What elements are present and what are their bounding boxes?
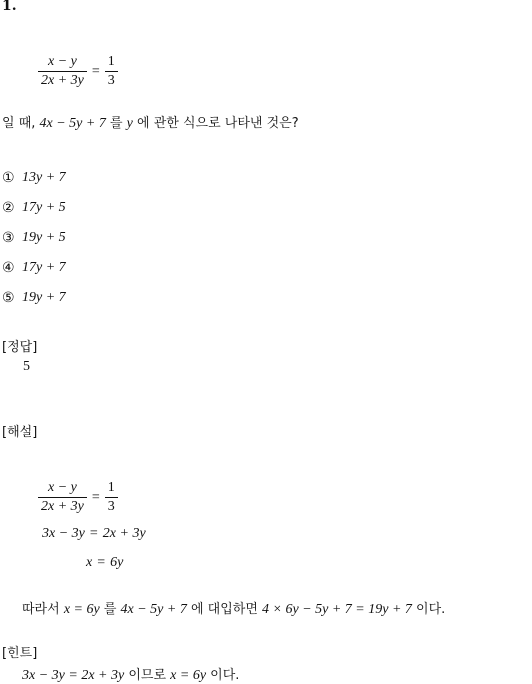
choice-mark: ④ — [2, 260, 15, 276]
choice-expression: 17y + 7 — [22, 260, 66, 275]
step2-rhs: 2x + 3y — [102, 526, 146, 541]
equals-sign: = — [91, 489, 100, 505]
choice-expression: 13y + 7 — [22, 170, 66, 185]
equals-sign: = — [97, 555, 106, 570]
choice-mark: ③ — [2, 230, 15, 246]
choice-mark: ② — [2, 200, 15, 216]
step3-rhs: 6y — [110, 555, 124, 570]
given-equation — [38, 54, 118, 89]
prompt-text: 일 때, — [2, 116, 40, 131]
choice-expression: 17y + 5 — [22, 200, 66, 215]
answer-value: 5 — [23, 359, 30, 374]
hint-connector: 이다. — [206, 668, 240, 683]
explanation-label: [해설] — [2, 425, 38, 440]
choice-2[interactable] — [2, 200, 66, 216]
step1-rhs-numerator: 1 — [107, 480, 115, 495]
equals-sign: = — [91, 63, 100, 79]
conclusion-text: 이다. — [411, 602, 446, 617]
choice-4[interactable] — [2, 260, 66, 276]
question-number: 1. — [2, 0, 17, 14]
explanation-step-3 — [86, 555, 123, 571]
choice-mark: ① — [2, 170, 15, 186]
explanation-conclusion — [22, 598, 445, 618]
prompt-variable: y — [126, 116, 133, 131]
step3-lhs: x — [86, 555, 93, 570]
explanation-step-1 — [38, 480, 118, 515]
step1-rhs-fraction — [105, 480, 118, 515]
conclusion-expression: x = 6y — [63, 602, 100, 617]
choice-expression: 19y + 7 — [22, 290, 66, 305]
step2-lhs: 3x − 3y — [42, 526, 85, 541]
hint-expression: 3x − 3y = 2x + 3y — [22, 668, 125, 683]
conclusion-expression: 4 × 6y − 5y + 7 = 19y + 7 — [262, 602, 412, 617]
prompt-text: 를 — [105, 116, 127, 131]
equals-sign: = — [89, 526, 98, 541]
answer-label: [정답] — [2, 340, 38, 355]
given-denominator: 2x + 3y — [38, 71, 87, 89]
rhs-fraction — [105, 54, 118, 89]
given-fraction — [38, 54, 87, 89]
hint-text — [22, 664, 239, 684]
choice-5[interactable] — [2, 290, 66, 306]
conclusion-expression: 4x − 5y + 7 — [120, 602, 187, 617]
choice-expression: 19y + 5 — [22, 230, 66, 245]
conclusion-text: 에 대입하면 — [186, 602, 263, 617]
rhs-denominator: 3 — [105, 71, 118, 89]
conclusion-text: 따라서 — [22, 602, 64, 617]
choice-3[interactable] — [2, 230, 66, 246]
step1-numerator: x − y — [48, 480, 77, 495]
rhs-numerator: 1 — [107, 54, 115, 69]
hint-expression: x = 6y — [170, 668, 207, 683]
step1-fraction — [38, 480, 87, 515]
hint-label: [힌트] — [2, 646, 38, 661]
step1-rhs-denominator: 3 — [105, 497, 118, 515]
prompt-text: 에 관한 식으로 나타낸 것은? — [132, 116, 299, 131]
hint-connector: 이므로 — [124, 668, 171, 683]
prompt-expression: 4x − 5y + 7 — [39, 116, 106, 131]
choice-1[interactable] — [2, 170, 66, 186]
step1-denominator: 2x + 3y — [38, 497, 87, 515]
conclusion-text: 를 — [99, 602, 121, 617]
given-numerator: x − y — [48, 54, 77, 69]
question-prompt — [2, 112, 299, 132]
choice-mark: ⑤ — [2, 290, 15, 306]
explanation-step-2 — [42, 526, 146, 542]
